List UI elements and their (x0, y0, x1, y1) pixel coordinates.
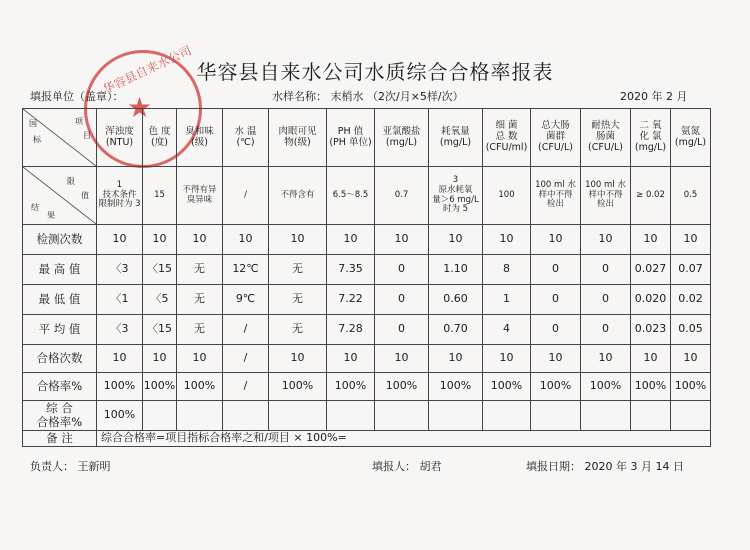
row-label: 平 均 值 (23, 315, 97, 345)
col-header: 色 度 (度) (143, 109, 177, 167)
row-label: 最 低 值 (23, 285, 97, 315)
standard-cell: 6.5～8.5 (327, 167, 375, 225)
table-cell: 7.35 (327, 255, 375, 285)
table-cell: 10 (143, 225, 177, 255)
col-header: 总大肠 菌群 (CFU/L) (531, 109, 581, 167)
table-cell: 〈3 (97, 255, 143, 285)
table-cell: 无 (269, 285, 327, 315)
standard-cell: 15 (143, 167, 177, 225)
table-cell: 〈15 (143, 315, 177, 345)
table-cell: 10 (483, 225, 531, 255)
col-header: 臭和味 (级) (177, 109, 223, 167)
table-cell: 4 (483, 315, 531, 345)
table-cell: / (223, 345, 269, 373)
standard-cell: 不得有异 臭异味 (177, 167, 223, 225)
row-label: 最 高 值 (23, 255, 97, 285)
table-cell: 10 (375, 225, 429, 255)
unit-label: 填报单位（盖章）： (30, 90, 124, 103)
table-cell: 0 (581, 285, 631, 315)
table-cell: 10 (97, 225, 143, 255)
table-cell: 无 (177, 315, 223, 345)
table-cell: 〈3 (97, 315, 143, 345)
overall-value: 100% (97, 401, 143, 431)
table-cell: 0 (531, 255, 581, 285)
table-cell: 〈5 (143, 285, 177, 315)
table-cell: 0 (581, 315, 631, 345)
table-cell: 0.023 (631, 315, 671, 345)
limit-corner-cell: 限 值 结 果 (23, 167, 97, 225)
col-header: 浑浊度 (NTU) (97, 109, 143, 167)
seal-star-icon: ★ (127, 91, 153, 124)
table-cell: 无 (269, 315, 327, 345)
table-cell: 100% (143, 373, 177, 401)
table-row (23, 345, 711, 373)
table-cell: 0 (531, 315, 581, 345)
table-cell: 12℃ (223, 255, 269, 285)
col-header: 亚氯酸盐 (mg/L) (375, 109, 429, 167)
table-cell: 100% (671, 373, 711, 401)
table-cell: 8 (483, 255, 531, 285)
table-cell: 0 (375, 285, 429, 315)
table-cell: 0.07 (671, 255, 711, 285)
table-cell: 10 (375, 345, 429, 373)
table-cell: 100% (177, 373, 223, 401)
sample-label: 水样名称： 末梢水 （2次/月×5样/次） (272, 90, 464, 103)
table-row (23, 255, 711, 285)
table-cell: 10 (97, 345, 143, 373)
table-cell: 0.70 (429, 315, 483, 345)
table-cell: 10 (671, 225, 711, 255)
table-cell: 100% (327, 373, 375, 401)
table-cell: 10 (531, 345, 581, 373)
table-cell: 10 (269, 225, 327, 255)
quality-table (22, 108, 711, 447)
col-header: 肉眼可见 物(级) (269, 109, 327, 167)
table-cell: 0 (375, 255, 429, 285)
table-cell: 10 (143, 345, 177, 373)
remarks-text: 综合合格率=项目指标合格率之和/项目 × 100%= (97, 431, 711, 447)
table-cell: 100% (429, 373, 483, 401)
table-cell: 100% (375, 373, 429, 401)
overall-label: 综 合 合格率% (23, 401, 97, 431)
table-cell: 7.22 (327, 285, 375, 315)
table-cell: 0 (531, 285, 581, 315)
standard-cell: / (223, 167, 269, 225)
table-cell: 10 (581, 345, 631, 373)
row-label: 合格次数 (23, 345, 97, 373)
table-row (23, 285, 711, 315)
seal-text: 华容县自来水公司 (100, 43, 194, 97)
standard-cell: 0.5 (671, 167, 711, 225)
table-cell: 10 (581, 225, 631, 255)
table-cell: 0 (581, 255, 631, 285)
table-cell: / (223, 373, 269, 401)
table-row (23, 225, 711, 255)
row-label: 检测次数 (23, 225, 97, 255)
table-cell: 100% (631, 373, 671, 401)
col-header: 氨氮 (mg/L) (671, 109, 711, 167)
table-cell: 0.05 (671, 315, 711, 345)
col-header: 二 氧 化 氯 (mg/L) (631, 109, 671, 167)
filler-person: 填报人： 胡君 (372, 460, 442, 473)
row-label: 合格率% (23, 373, 97, 401)
standard-cell: 不得含有 (269, 167, 327, 225)
col-header: PH 值 (PH 单位) (327, 109, 375, 167)
table-cell: 0.027 (631, 255, 671, 285)
standard-cell: 3 原水耗氧 量＞6 mg/L 时为 5 (429, 167, 483, 225)
corner-cell: 国 标 项 目 (23, 109, 97, 167)
table-cell: 0.02 (671, 285, 711, 315)
table-cell: 7.28 (327, 315, 375, 345)
table-cell: 100% (97, 373, 143, 401)
col-header: 耗氧量 (mg/L) (429, 109, 483, 167)
table-cell: 10 (631, 225, 671, 255)
table-cell: 〈15 (143, 255, 177, 285)
table-cell: 100% (531, 373, 581, 401)
table-cell: 100% (581, 373, 631, 401)
standard-cell: 1 技术条件 限制时为 3 (97, 167, 143, 225)
table-cell: 10 (327, 345, 375, 373)
table-row (23, 315, 711, 345)
fill-date: 填报日期： 2020 年 3 月 14 日 (526, 460, 684, 473)
table-cell: / (223, 315, 269, 345)
table-cell: 10 (671, 345, 711, 373)
table-cell: 10 (177, 345, 223, 373)
col-header: 耐热大 肠菌 (CFU/L) (581, 109, 631, 167)
standard-cell: 100 ml 水 样中不得 检出 (581, 167, 631, 225)
responsible-person: 负责人： 王新明 (30, 460, 111, 473)
table-cell: 10 (223, 225, 269, 255)
table-cell: 10 (327, 225, 375, 255)
table-cell: 1.10 (429, 255, 483, 285)
table-cell: 10 (631, 345, 671, 373)
report-date: 2020 年 2 月 (620, 90, 688, 103)
standard-cell: 0.7 (375, 167, 429, 225)
table-cell: 10 (177, 225, 223, 255)
table-cell: 1 (483, 285, 531, 315)
table-cell: 10 (483, 345, 531, 373)
table-row (23, 373, 711, 401)
table-cell: 10 (429, 225, 483, 255)
col-header: 细 菌 总 数 (CFU/ml) (483, 109, 531, 167)
table-cell: 〈1 (97, 285, 143, 315)
table-cell: 9℃ (223, 285, 269, 315)
col-header: 水 温 (℃) (223, 109, 269, 167)
table-cell: 10 (269, 345, 327, 373)
standard-cell: ≥ 0.02 (631, 167, 671, 225)
standard-cell: 100 (483, 167, 531, 225)
table-cell: 无 (269, 255, 327, 285)
report-title: 华容县自来水公司水质综合合格率报表 (196, 60, 554, 84)
table-cell: 100% (483, 373, 531, 401)
table-cell: 10 (531, 225, 581, 255)
standard-cell: 100 ml 水 样中不得 检出 (531, 167, 581, 225)
table-cell: 10 (429, 345, 483, 373)
table-cell: 0.020 (631, 285, 671, 315)
table-cell: 0.60 (429, 285, 483, 315)
table-cell: 100% (269, 373, 327, 401)
table-cell: 无 (177, 285, 223, 315)
table-cell: 0 (375, 315, 429, 345)
table-cell: 无 (177, 255, 223, 285)
remarks-label: 备 注 (23, 431, 97, 447)
